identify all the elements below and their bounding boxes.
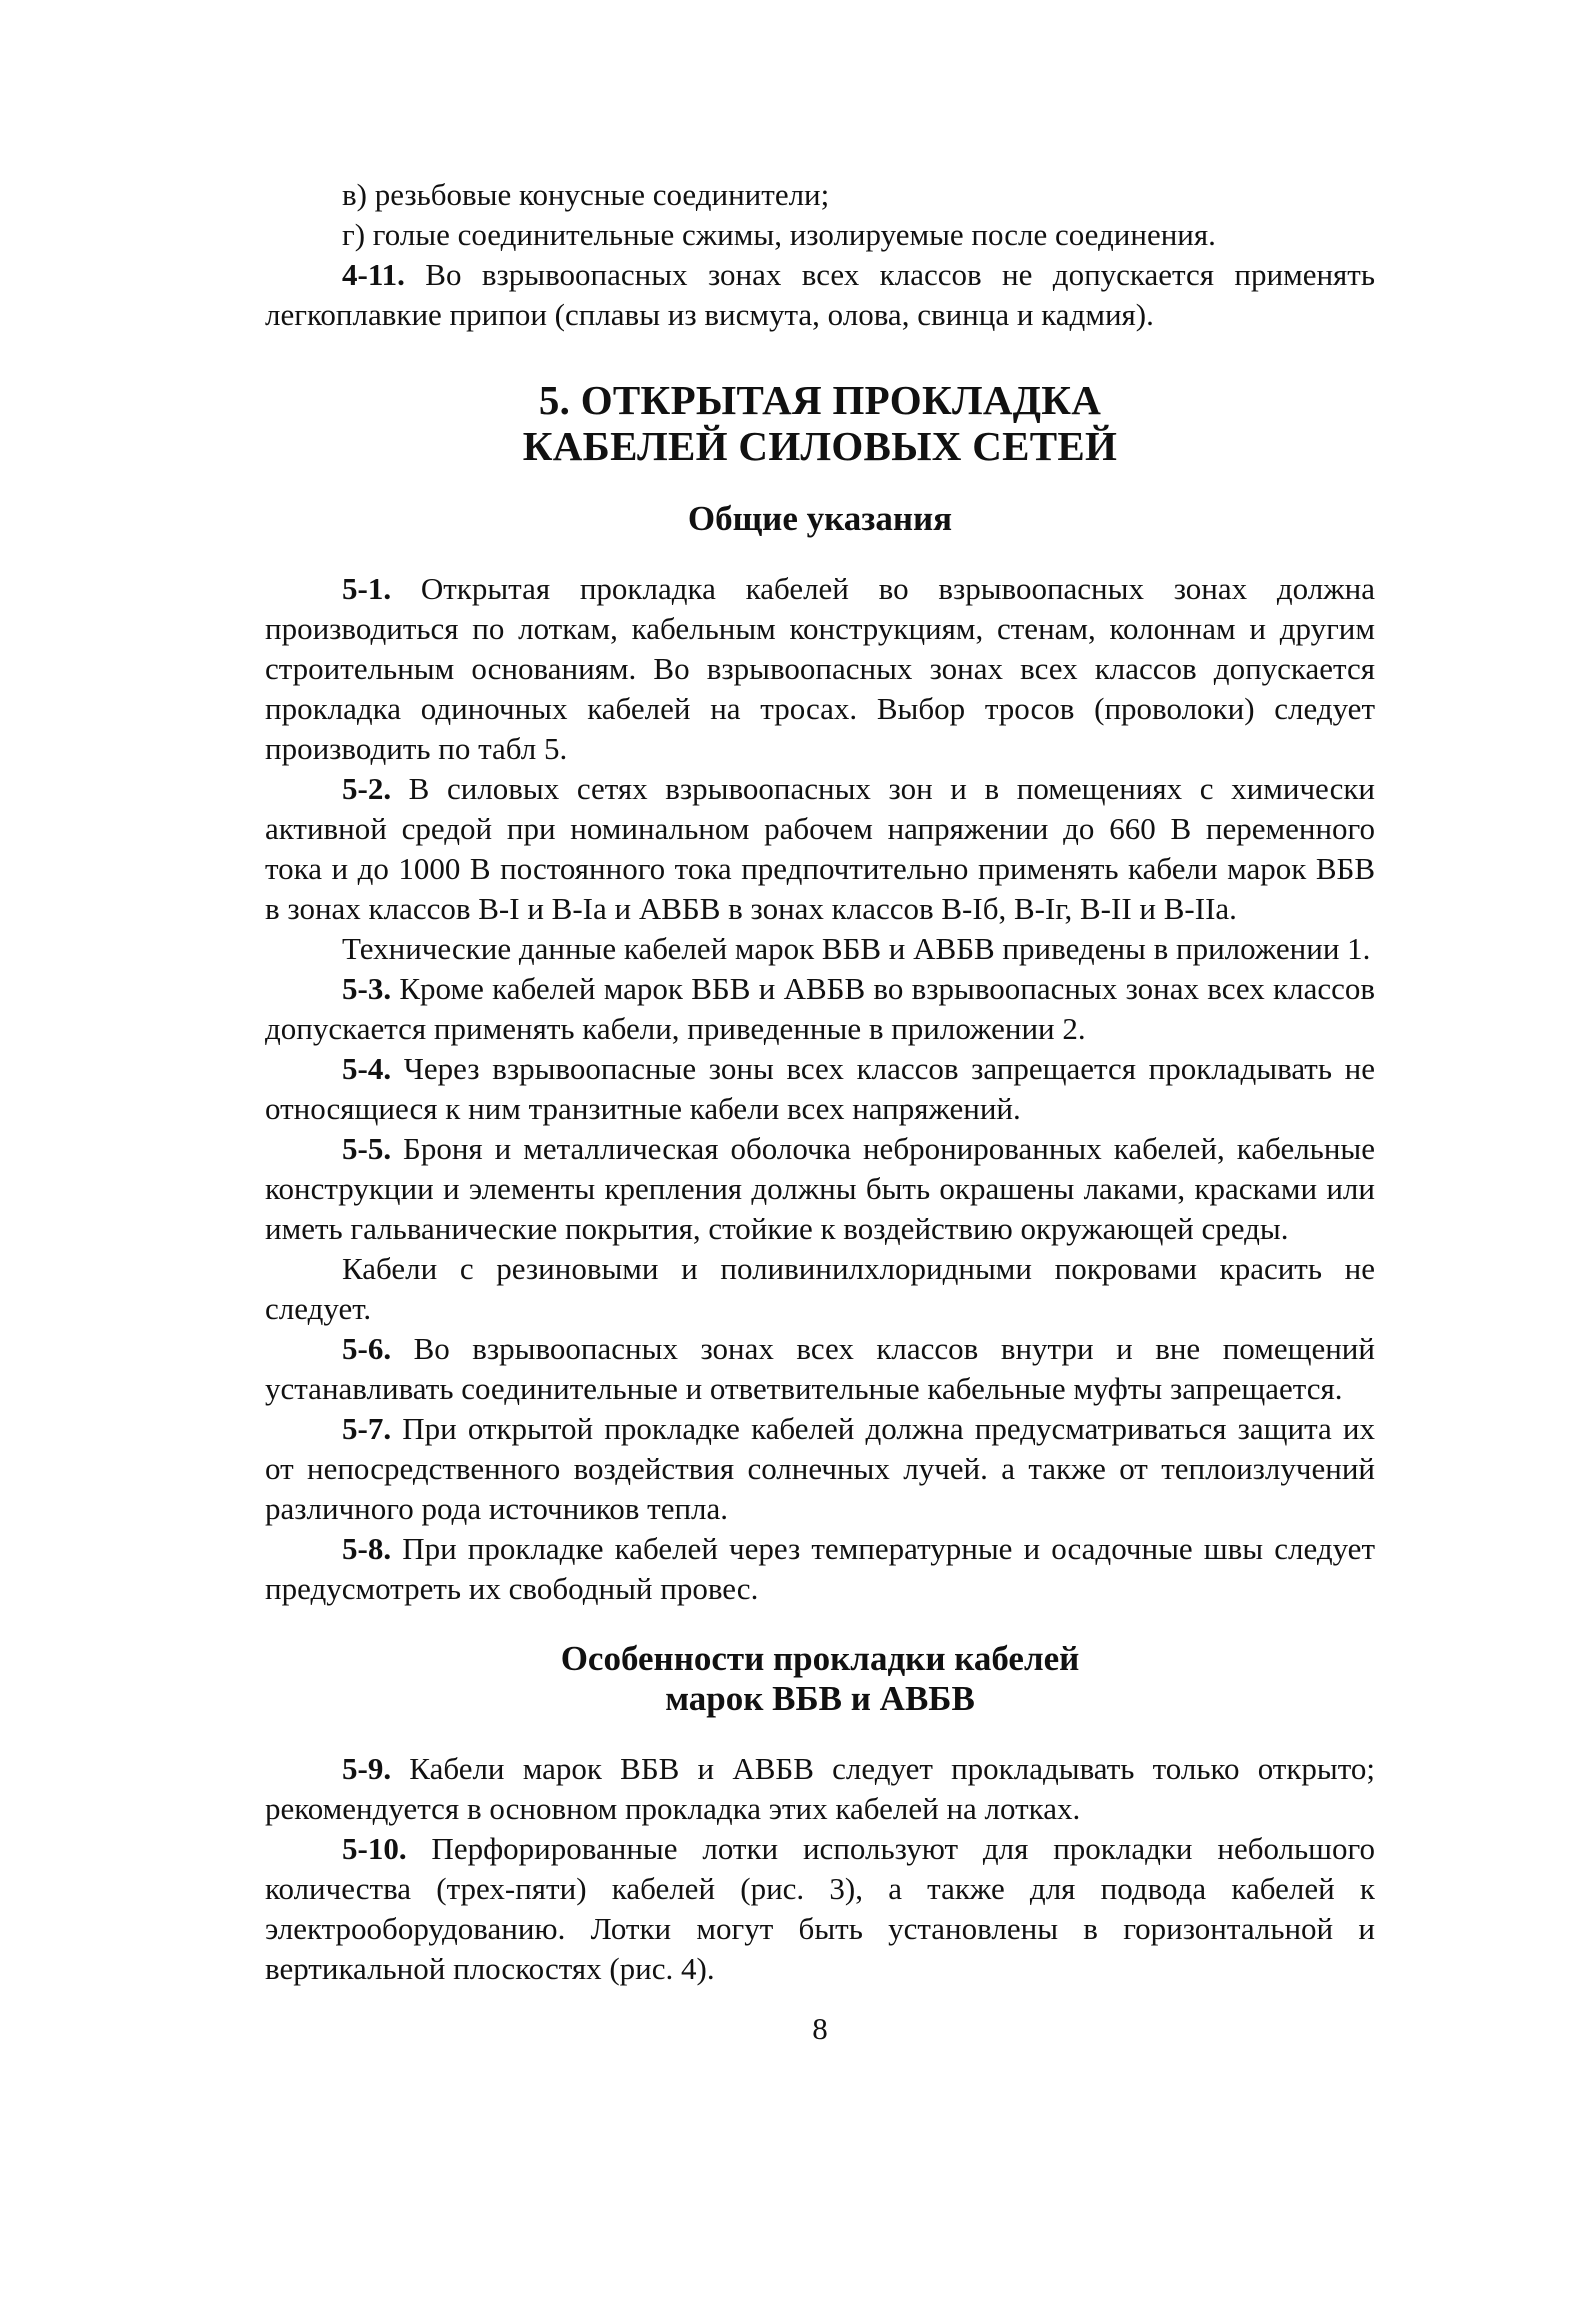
section-title-line-1: 5. ОТКРЫТАЯ ПРОКЛАДКА	[538, 377, 1102, 423]
subsection-heading-general: Общие указания	[687, 499, 953, 538]
paragraph-text: Перфорированные лотки используют для прокладки небольшого количества (трех-пяти) кабелей (рис. 3), а также для подвода кабелей к электрооборудованию. Лотки могут быть установлены в горизонтальной и вертикальной плоскостях (рис. 4).	[265, 1831, 1375, 1986]
paragraph-number: 5-8.	[342, 1531, 392, 1566]
subsection-heading-features	[265, 1639, 1375, 1719]
paragraph-text: Открытая прокладка кабелей во взрывоопасных зонах должна производиться по лоткам, кабельным конструкциям, стенам, колоннам и другим строительным основаниям. Во взрывоопасных зонах всех классов допускается прокладка одиночных кабелей на тросах. Выбор тросов (проволоки) следует производить по табл 5.	[265, 571, 1375, 766]
paragraph-number: 4-11.	[342, 257, 405, 292]
paragraph-number: 5-1.	[342, 571, 392, 606]
paragraph-5-8	[265, 1529, 1375, 1609]
paragraph-4-11	[265, 255, 1375, 335]
paragraph-text: Кабели с резиновыми и поливинилхлоридными покровами красить не следует.	[265, 1251, 1375, 1326]
paragraph-text: Через взрывоопасные зоны всех классов запрещается прокладывать не относящиеся к ним транзитные кабели всех напряжений.	[265, 1051, 1375, 1126]
paragraph-text: Броня и металлическая оболочка небронированных кабелей, кабельные конструкции и элементы крепления должны быть окрашены лаками, красками или иметь гальванические покрытия, стойкие к воздействию окружающей среды.	[265, 1131, 1375, 1246]
features-heading-line-1: Особенности прокладки кабелей	[560, 1639, 1080, 1678]
paragraph-number: 5-4.	[342, 1051, 392, 1086]
page-number: 8	[812, 2011, 828, 2046]
paragraph-text: При открытой прокладке кабелей должна предусматриваться защита их от непосредственного воздействия солнечных лучей. а также от теплоизлучений различного рода источников тепла.	[265, 1411, 1375, 1526]
paragraph-number: 5-9.	[342, 1751, 392, 1786]
paragraph-5-7	[265, 1409, 1375, 1529]
paragraph-number: 5-10.	[342, 1831, 407, 1866]
paragraph-number: 5-2.	[342, 771, 392, 806]
paragraph-text: Во взрывоопасных зонах всех классов не допускается применять легкоплавкие припои (сплавы из висмута, олова, свинца и кадмия).	[265, 257, 1375, 332]
paragraph-number: 5-6.	[342, 1331, 392, 1366]
paragraph-text: В силовых сетях взрывоопасных зон и в помещениях с химически активной средой при номинальном рабочем напряжении до 660 В переменного тока и до 1000 В постоянного тока предпочтительно применять кабели марок ВБВ в зонах классов В-I и В-Iа и АВБВ в зонах классов В-Iб, В-Iг, В-II и В-IIа.	[265, 771, 1375, 926]
paragraph-5-10	[265, 1829, 1375, 1989]
paragraph-5-1	[265, 569, 1375, 769]
paragraph-5-3	[265, 969, 1375, 1049]
list-item-v: в) резьбовые конусные соединители;	[342, 177, 830, 212]
paragraph-text: Кроме кабелей марок ВБВ и АВБВ во взрывоопасных зонах всех классов допускается применять кабели, приведенные в приложении 2.	[265, 971, 1375, 1046]
paragraph-text: При прокладке кабелей через температурные и осадочные швы следует предусмотреть их свободный провес.	[265, 1531, 1375, 1606]
features-heading-line-2: марок ВБВ и АВБВ	[665, 1679, 975, 1718]
paragraph-number: 5-7.	[342, 1411, 392, 1446]
list-item-g: г) голые соединительные сжимы, изолируемые после соединения.	[342, 217, 1216, 252]
paragraph-5-2	[265, 769, 1375, 929]
paragraph-5-9	[265, 1749, 1375, 1829]
paragraph-number: 5-3.	[342, 971, 392, 1006]
section-title-line-2: КАБЕЛЕЙ СИЛОВЫХ СЕТЕЙ	[522, 423, 1118, 469]
paragraph-number: 5-5.	[342, 1131, 392, 1166]
paragraph-5-2-note	[265, 929, 1375, 969]
paragraph-5-4	[265, 1049, 1375, 1129]
paragraph-text: Технические данные кабелей марок ВБВ и АВБВ приведены в приложении 1.	[342, 931, 1371, 966]
paragraph-5-6	[265, 1329, 1375, 1409]
paragraph-5-5-note	[265, 1249, 1375, 1329]
paragraph-text: Во взрывоопасных зонах всех классов внутри и вне помещений устанавливать соединительные и ответвительные кабельные муфты запрещается.	[265, 1331, 1375, 1406]
paragraph-text: Кабели марок ВБВ и АВБВ следует прокладывать только открыто; рекомендуется в основном прокладка этих кабелей на лотках.	[265, 1751, 1375, 1826]
section-title	[265, 377, 1375, 469]
paragraph-5-5	[265, 1129, 1375, 1249]
document-page	[265, 175, 1375, 2049]
